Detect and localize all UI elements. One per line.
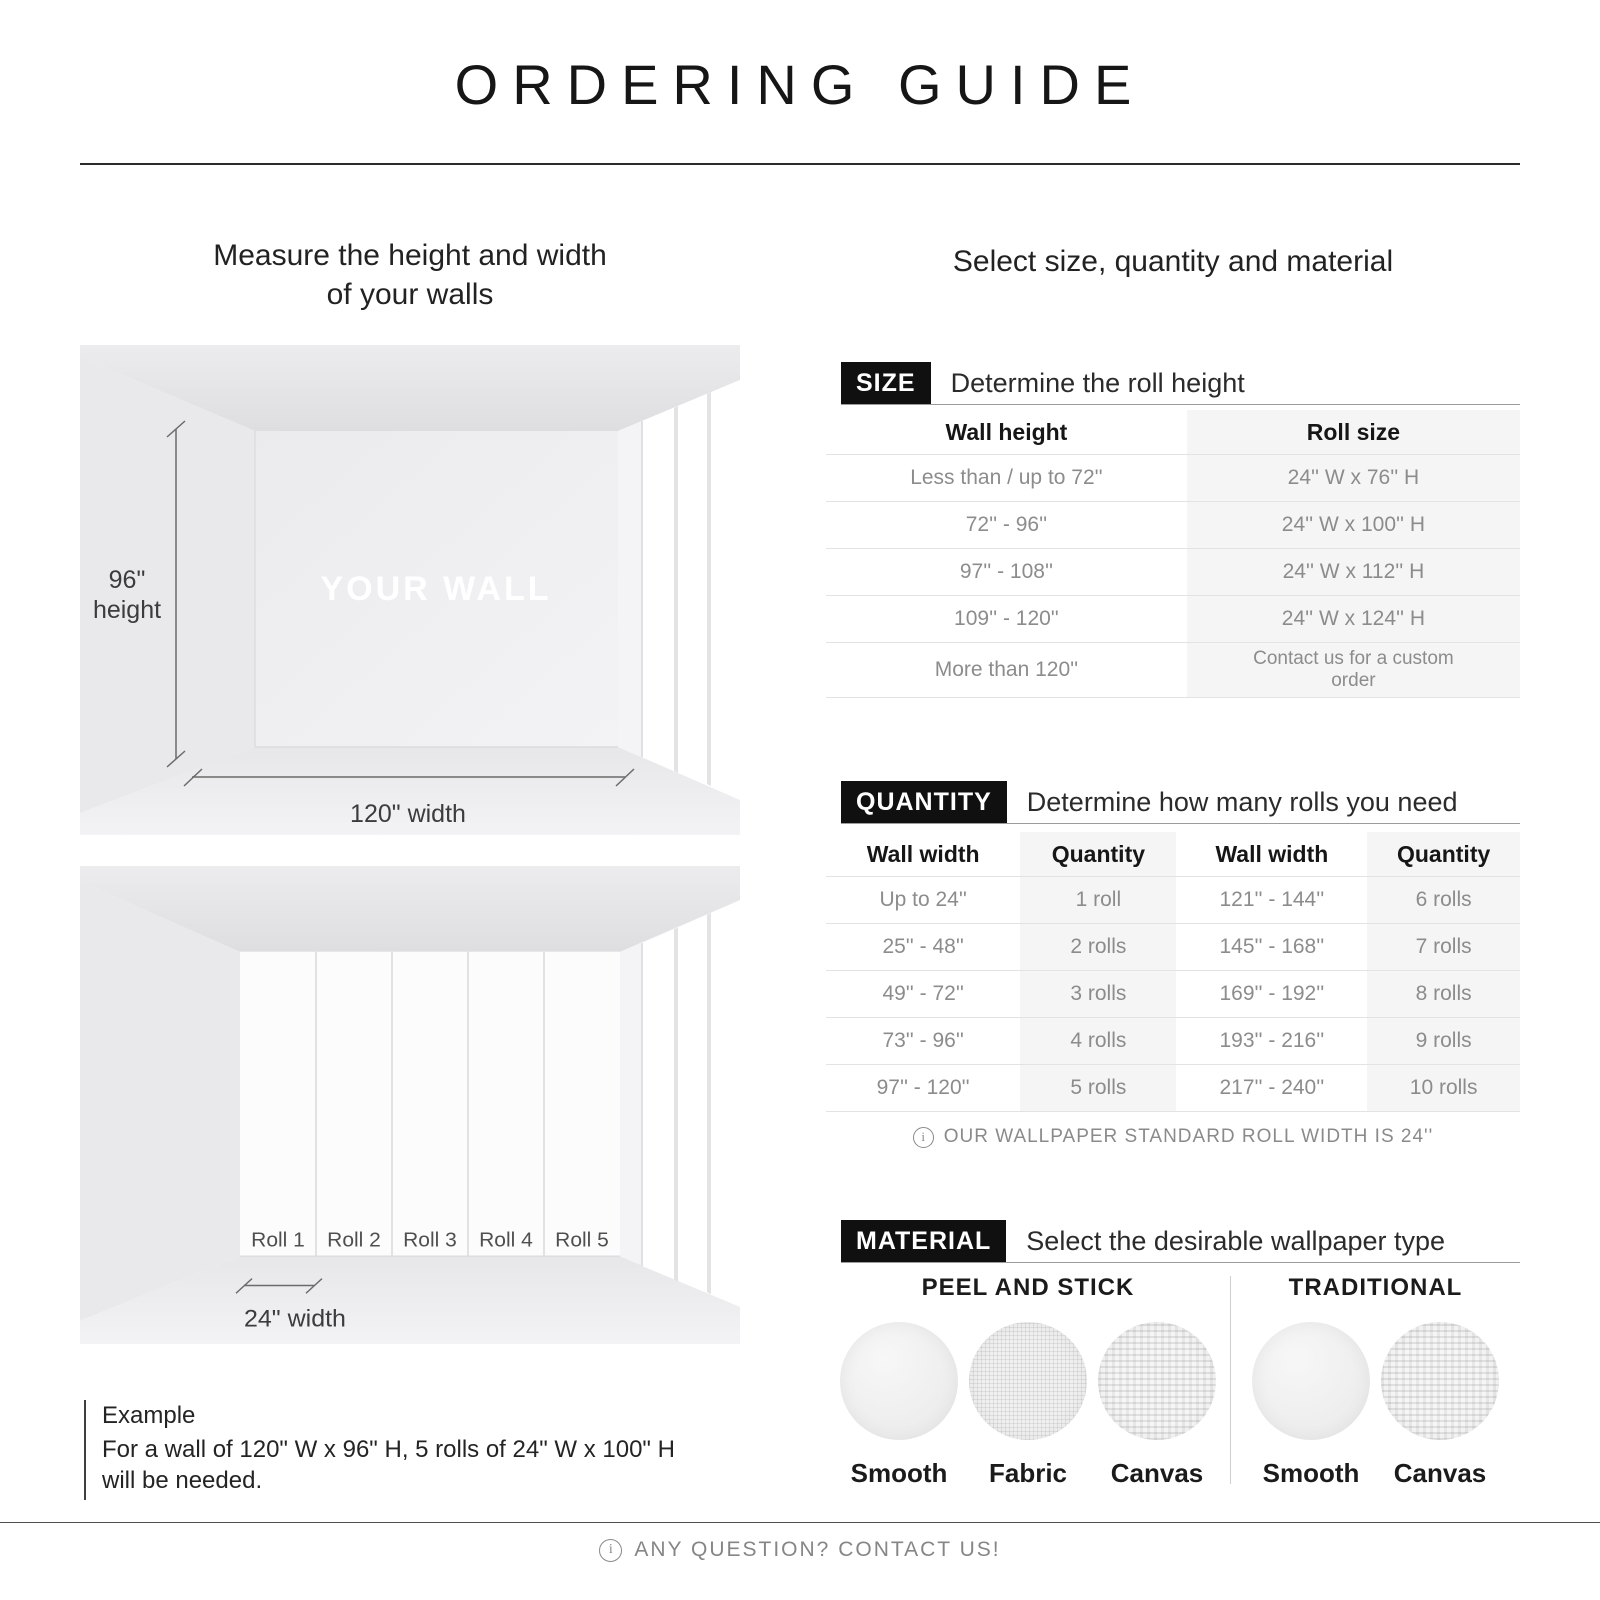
wallpaper-rolls-panel	[240, 952, 620, 1256]
material-section-header	[841, 1220, 1520, 1263]
window-mullion	[674, 927, 678, 1281]
swatch-label: Canvas	[1393, 1458, 1487, 1488]
roll-size-cell: 24'' W x 112'' H	[1187, 549, 1520, 595]
wall-width-cell: 193'' - 216''	[1219, 1029, 1325, 1052]
smooth-swatch	[840, 1322, 958, 1440]
width-measure-label: 120" width	[350, 800, 466, 828]
info-icon: i	[599, 1539, 622, 1562]
peel-and-stick-swatches	[826, 1322, 1230, 1489]
wall-height-cell: 72'' - 96''	[965, 513, 1048, 536]
wall-height-cell: More than 120''	[934, 658, 1079, 681]
size-table-row	[826, 549, 1520, 596]
size-col-roll-size: Roll size	[1187, 410, 1520, 454]
wall-height-cell: 97'' - 108''	[959, 560, 1053, 583]
wall-width-cell: 25'' - 48''	[882, 935, 964, 958]
material-options	[826, 1274, 1520, 1489]
canvas-swatch	[1098, 1322, 1216, 1440]
wall-width-cell: 97'' - 120''	[876, 1076, 970, 1099]
example-body-line1: For a wall of 120" W x 96" H, 5 rolls of 24" W x 100" H	[102, 1436, 675, 1463]
quantity-cell: 10 rolls	[1367, 1065, 1520, 1111]
quantity-cell: 9 rolls	[1367, 1018, 1520, 1064]
quantity-cell: 8 rolls	[1367, 971, 1520, 1017]
roll-width-note	[826, 1126, 1520, 1148]
quantity-table-row	[826, 971, 1520, 1018]
quantity-table-row	[826, 1065, 1520, 1112]
size-table-row	[826, 596, 1520, 643]
wall-width-cell: 49'' - 72''	[882, 982, 964, 1005]
material-group-peel-and-stick	[826, 1274, 1230, 1489]
quantity-section-title: Determine how many rolls you need	[1026, 786, 1458, 817]
height-measure-value: 96"	[108, 566, 146, 594]
size-badge: SIZE	[841, 362, 931, 404]
measure-column	[80, 0, 740, 1600]
peel-and-stick-heading: PEEL AND STICK	[921, 1274, 1135, 1301]
material-group-traditional	[1231, 1274, 1520, 1489]
room-illustration-rolls	[80, 866, 740, 1344]
material-section-title: Select the desirable wallpaper type	[1026, 1225, 1446, 1256]
select-column	[826, 0, 1520, 1600]
canvas-swatch	[1381, 1322, 1499, 1440]
wall-height-cell: 109'' - 120''	[954, 607, 1059, 630]
material-option	[1252, 1322, 1370, 1489]
roll-width-note-text: OUR WALLPAPER STANDARD ROLL WIDTH IS 24''	[943, 1126, 1434, 1147]
quantity-section-header	[841, 781, 1520, 824]
size-table-row	[826, 455, 1520, 502]
left-heading-line2: of your walls	[326, 278, 494, 311]
roll-label: Roll 1	[251, 1228, 305, 1252]
quantity-table	[826, 832, 1520, 1112]
window-glass	[642, 900, 740, 1307]
footer-note	[0, 1538, 1600, 1562]
quantity-cell: 1 roll	[1020, 877, 1176, 923]
material-option	[840, 1322, 958, 1489]
traditional-heading: TRADITIONAL	[1288, 1274, 1463, 1301]
left-heading	[80, 236, 740, 314]
example-note	[84, 1400, 675, 1500]
example-body-line2: will be needed.	[102, 1467, 263, 1494]
size-table-row	[826, 643, 1520, 698]
left-wall	[80, 882, 240, 1321]
wall-width-cell: 145'' - 168''	[1219, 935, 1325, 958]
size-section-header	[841, 362, 1520, 405]
roll-label: Roll 4	[479, 1228, 533, 1252]
wall-width-cell: Up to 24''	[879, 888, 967, 911]
quantity-badge: QUANTITY	[841, 781, 1007, 823]
quantity-col-quantity-1: Quantity	[1020, 832, 1176, 876]
roll-label: Roll 2	[327, 1228, 381, 1252]
swatch-label: Canvas	[1110, 1458, 1204, 1488]
right-heading: Select size, quantity and material	[952, 245, 1394, 278]
left-heading-line1: Measure the height and width	[213, 239, 607, 272]
material-option	[1098, 1322, 1216, 1489]
quantity-table-row	[826, 877, 1520, 924]
window-mullion	[707, 913, 711, 1294]
wall-height-cell: Less than / up to 72''	[910, 466, 1103, 489]
smooth-swatch	[1252, 1322, 1370, 1440]
traditional-swatches	[1231, 1322, 1520, 1489]
quantity-col-wall-width-2: Wall width	[1215, 840, 1329, 867]
size-table-header-row	[826, 410, 1520, 455]
roll-label: Roll 3	[403, 1228, 457, 1252]
window-glass	[642, 380, 740, 800]
window-mullion	[707, 392, 711, 786]
size-table-row	[826, 502, 1520, 549]
quantity-col-quantity-2: Quantity	[1367, 832, 1520, 876]
material-option	[1381, 1322, 1499, 1489]
roll-width-label: 24" width	[244, 1305, 346, 1333]
quantity-table-row	[826, 1018, 1520, 1065]
height-measure-word: height	[92, 596, 162, 624]
page-title: ORDERING GUIDE	[454, 53, 1146, 116]
quantity-cell: 4 rolls	[1020, 1018, 1176, 1064]
wall-width-cell: 217'' - 240''	[1219, 1076, 1325, 1099]
info-icon: i	[913, 1127, 934, 1148]
quantity-cell: 5 rolls	[1020, 1065, 1176, 1111]
quantity-table-row	[826, 924, 1520, 971]
quantity-cell: 7 rolls	[1367, 924, 1520, 970]
wall-width-cell: 169'' - 192''	[1219, 982, 1325, 1005]
footer-contact-text: ANY QUESTION? CONTACT US!	[634, 1538, 1001, 1561]
window-mullion	[674, 406, 678, 773]
size-col-wall-height: Wall height	[945, 418, 1068, 445]
your-wall-label: YOUR WALL	[320, 570, 552, 608]
quantity-col-wall-width-1: Wall width	[866, 840, 980, 867]
wall-width-cell: 121'' - 144''	[1219, 888, 1325, 911]
roll-size-cell: 24'' W x 76'' H	[1187, 455, 1520, 501]
size-table	[826, 410, 1520, 698]
roll-size-cell: 24'' W x 124'' H	[1187, 596, 1520, 642]
quantity-cell: 6 rolls	[1367, 877, 1520, 923]
swatch-label: Smooth	[1262, 1458, 1360, 1488]
roll-label: Roll 5	[555, 1228, 609, 1252]
wall-width-cell: 73'' - 96''	[882, 1029, 964, 1052]
room-illustration-measure	[80, 345, 740, 835]
swatch-label: Fabric	[988, 1458, 1068, 1488]
left-wall	[80, 357, 255, 813]
quantity-cell: 3 rolls	[1020, 971, 1176, 1017]
quantity-table-header-row	[826, 832, 1520, 877]
quantity-cell: 2 rolls	[1020, 924, 1176, 970]
footer-rule	[0, 1522, 1600, 1523]
example-heading: Example	[102, 1402, 196, 1429]
material-badge: MATERIAL	[841, 1220, 1006, 1262]
custom-order-note: Contact us for a custom order	[1253, 648, 1454, 691]
swatch-label: Smooth	[850, 1458, 948, 1488]
fabric-swatch	[969, 1322, 1087, 1440]
size-section-title: Determine the roll height	[950, 367, 1245, 398]
roll-size-cell	[1187, 643, 1520, 697]
material-option	[969, 1322, 1087, 1489]
roll-size-cell: 24'' W x 100'' H	[1187, 502, 1520, 548]
